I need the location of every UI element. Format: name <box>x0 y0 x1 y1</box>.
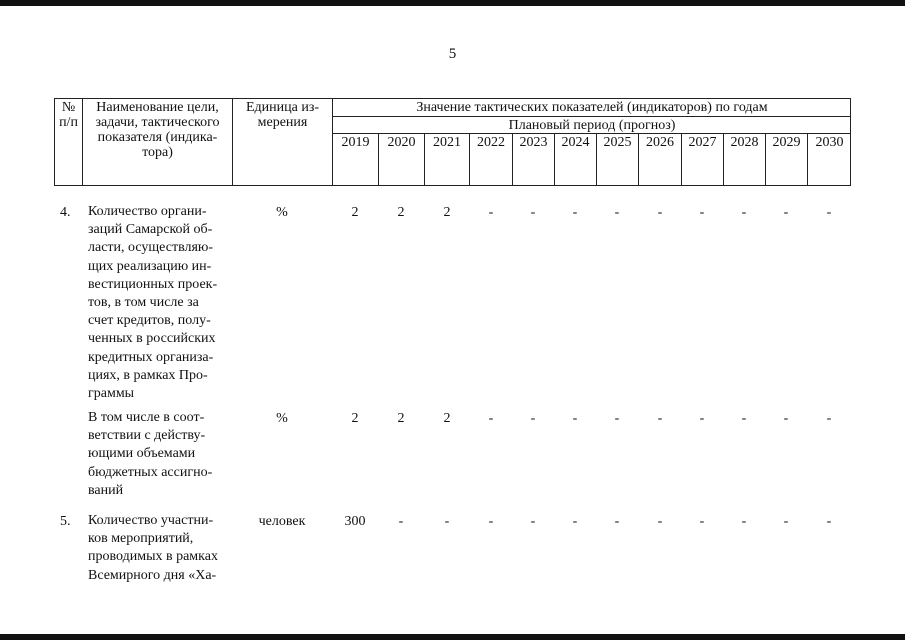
value-2028: - <box>741 514 747 529</box>
row-unit: % <box>276 205 288 220</box>
value-2021: 2 <box>443 411 451 426</box>
row-indicator-name: Количество органи- заций Самарской об- ласти, осуществляю- щих реализацию ин- вестиционных проек- тов, в том числе за счет кредитов, полу- ченных в российских кредитных организа- циях, в рамках Про- граммы <box>88 204 218 402</box>
value-2025: - <box>614 205 620 220</box>
header-period: Плановый период (прогноз) <box>508 118 676 133</box>
row-indicator-name: В том числе в соот- ветствии с действу- ющими объемами бюджетных ассигно- ваний <box>88 410 213 498</box>
row-number: 4. <box>60 205 71 220</box>
value-2027: - <box>699 205 705 220</box>
value-2029: - <box>783 411 789 426</box>
year-2024: 2024 <box>561 135 590 150</box>
value-2019: 2 <box>351 205 359 220</box>
value-2027: - <box>699 411 705 426</box>
value-2023: - <box>530 411 536 426</box>
header-divider <box>332 116 851 117</box>
page-number: 5 <box>448 46 457 62</box>
year-2030: 2030 <box>815 135 844 150</box>
header-unit: Единица из- мерения <box>245 100 320 130</box>
value-2020: 2 <box>397 205 405 220</box>
year-2022: 2022 <box>477 135 505 150</box>
value-2030: - <box>826 514 832 529</box>
header-name: Наименование цели, задачи, тактического показателя (индика- тора) <box>95 100 220 160</box>
value-2024: - <box>572 205 578 220</box>
value-2023: - <box>530 205 536 220</box>
year-2019: 2019 <box>341 135 370 150</box>
value-2029: - <box>783 205 789 220</box>
header-values-title: Значение тактических показателей (индикаторов) по годам <box>416 100 768 115</box>
year-2025: 2025 <box>603 135 632 150</box>
value-2020: - <box>398 514 404 529</box>
bottom-border <box>0 634 905 640</box>
row-indicator-name: Количество участни- ков мероприятий, проводимых в рамках Всемирного дня «Ха- <box>88 513 218 583</box>
row-unit: % <box>276 411 288 426</box>
year-2029: 2029 <box>772 135 801 150</box>
value-2030: - <box>826 411 832 426</box>
year-2027: 2027 <box>688 135 717 150</box>
value-2028: - <box>741 205 747 220</box>
value-2019: 2 <box>351 411 359 426</box>
value-2023: - <box>530 514 536 529</box>
row-unit: человек <box>258 514 306 529</box>
value-2026: - <box>657 205 663 220</box>
value-2025: - <box>614 411 620 426</box>
header-num: № п/п <box>59 100 78 130</box>
row-number: 5. <box>60 514 71 529</box>
value-2024: - <box>572 514 578 529</box>
value-2025: - <box>614 514 620 529</box>
value-2019: 300 <box>344 514 366 529</box>
year-2028: 2028 <box>730 135 759 150</box>
value-2021: 2 <box>443 205 451 220</box>
value-2030: - <box>826 205 832 220</box>
value-2026: - <box>657 411 663 426</box>
value-2026: - <box>657 514 663 529</box>
value-2028: - <box>741 411 747 426</box>
year-2023: 2023 <box>519 135 548 150</box>
value-2022: - <box>488 514 494 529</box>
top-border <box>0 0 905 6</box>
value-2024: - <box>572 411 578 426</box>
value-2029: - <box>783 514 789 529</box>
value-2027: - <box>699 514 705 529</box>
value-2022: - <box>488 411 494 426</box>
year-2026: 2026 <box>646 135 674 150</box>
year-2020: 2020 <box>387 135 416 150</box>
value-2021: - <box>444 514 450 529</box>
value-2020: 2 <box>397 411 405 426</box>
value-2022: - <box>488 205 494 220</box>
year-2021: 2021 <box>433 135 461 150</box>
